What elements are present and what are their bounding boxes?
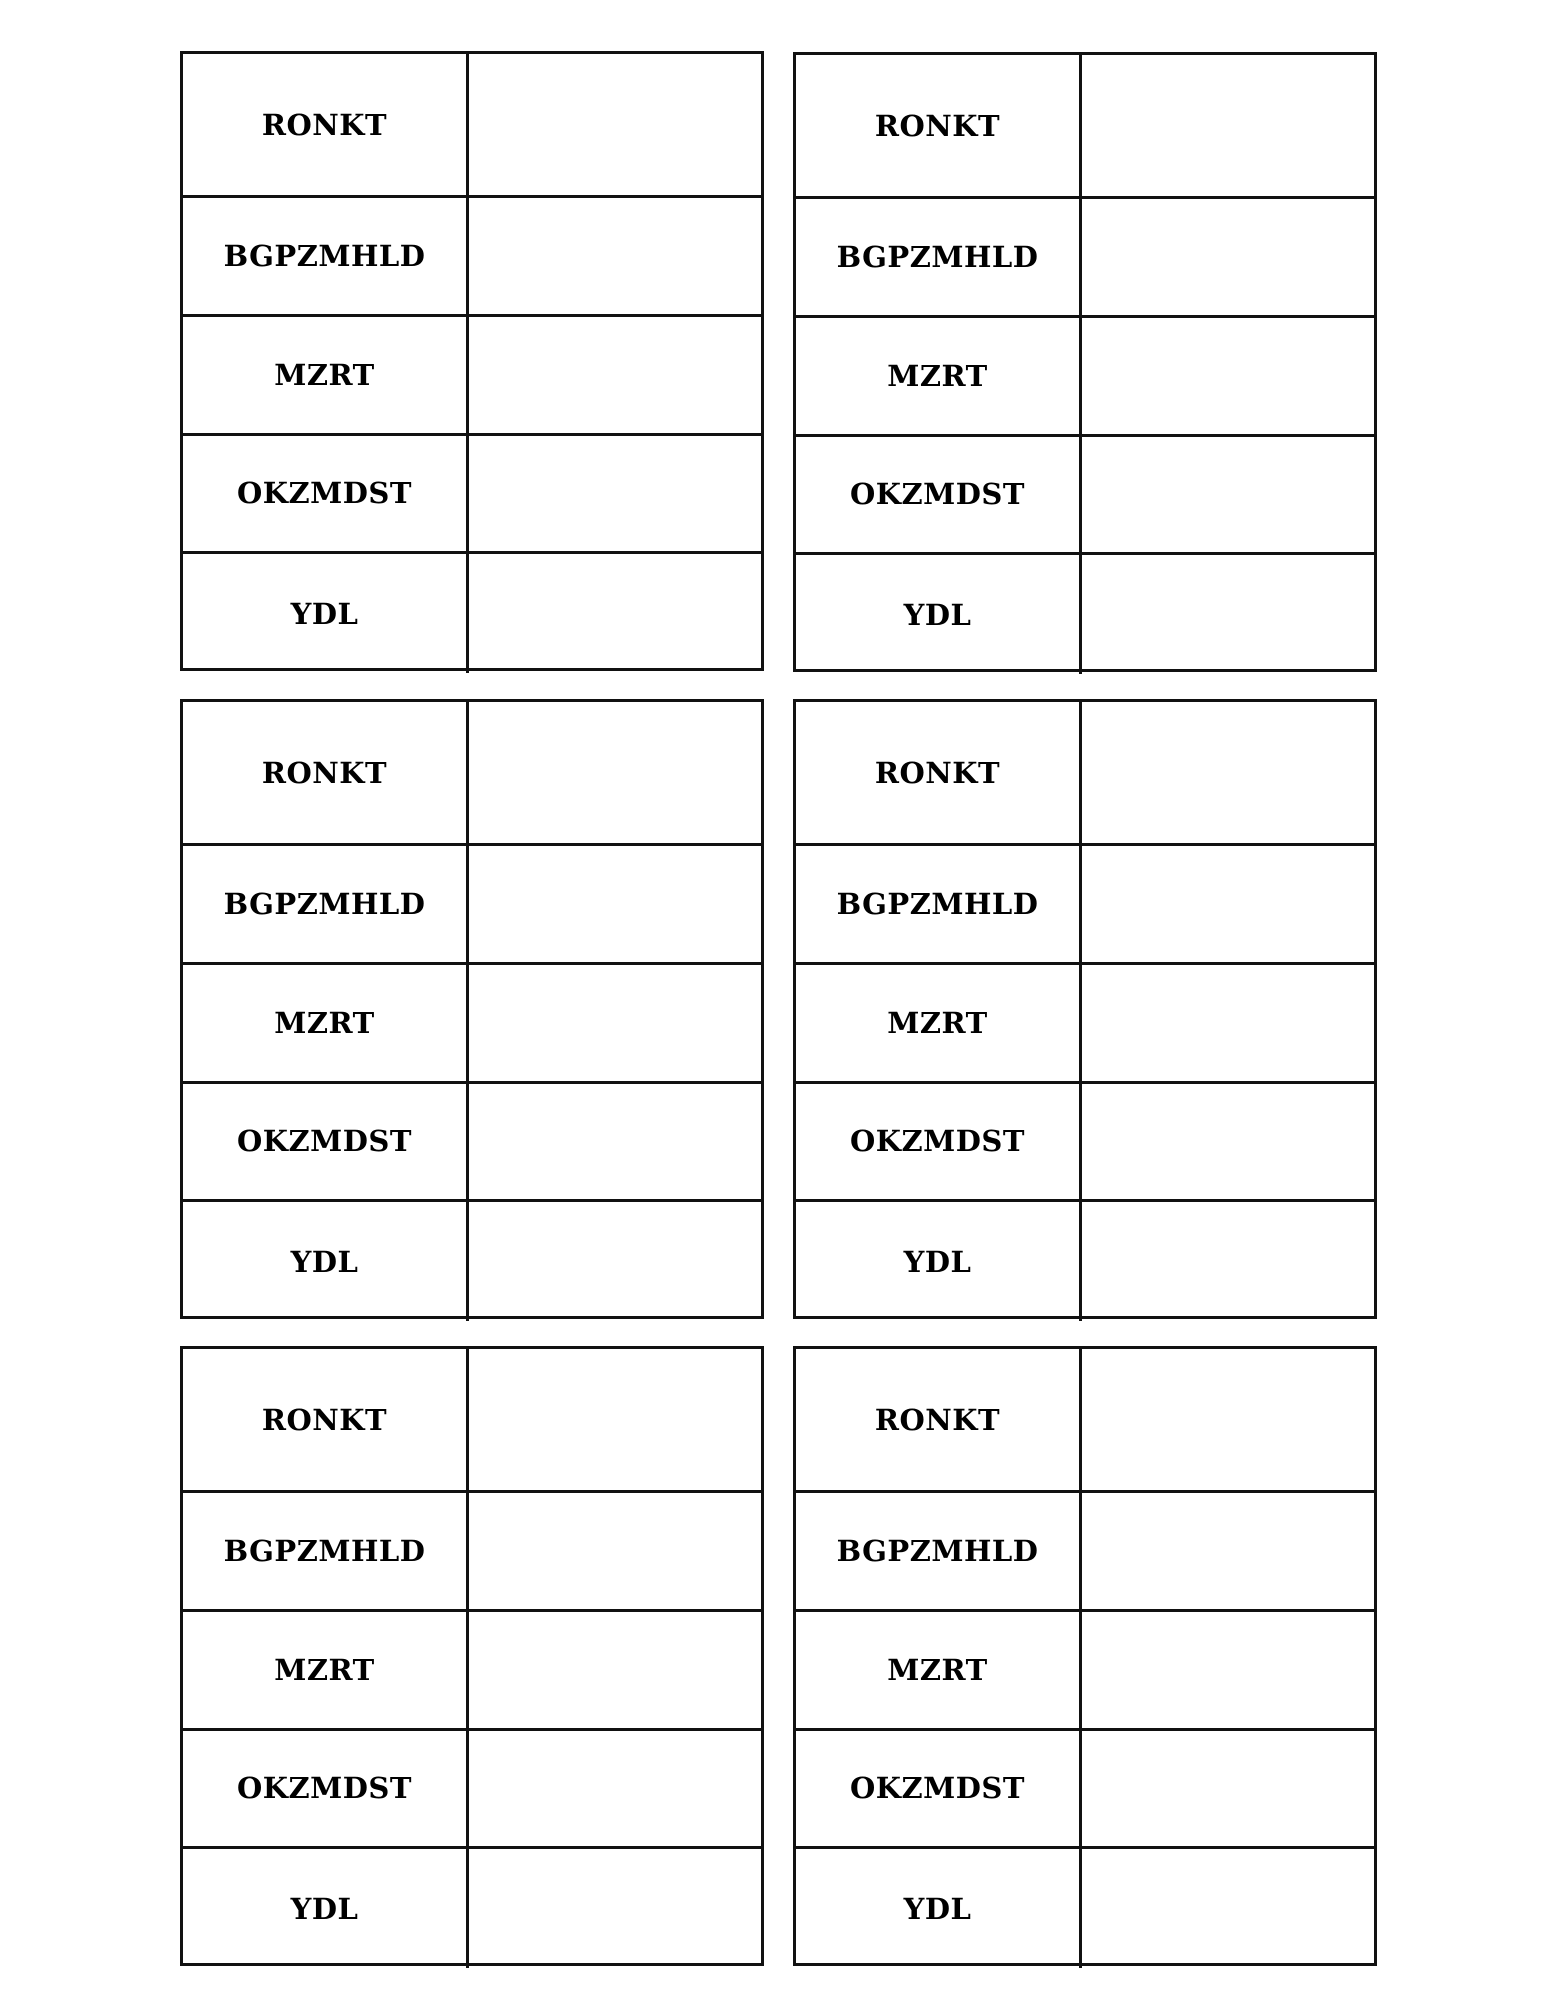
row-label: OKZMDST bbox=[796, 1731, 1082, 1847]
answer-cell[interactable] bbox=[469, 1849, 761, 1968]
card-row bbox=[183, 1731, 761, 1850]
card-row bbox=[183, 1849, 761, 1968]
answer-cell[interactable] bbox=[1082, 318, 1374, 434]
row-label: YDL bbox=[183, 1849, 469, 1968]
answer-cell[interactable] bbox=[1082, 1202, 1374, 1321]
row-label: MZRT bbox=[183, 1612, 469, 1728]
word-card-5 bbox=[180, 1346, 764, 1966]
answer-cell[interactable] bbox=[469, 317, 761, 433]
card-row bbox=[796, 1849, 1374, 1968]
word-card-3 bbox=[180, 699, 764, 1319]
card-row bbox=[796, 318, 1374, 437]
card-row bbox=[796, 965, 1374, 1084]
row-label: OKZMDST bbox=[796, 437, 1082, 553]
row-label: RONKT bbox=[796, 702, 1082, 843]
card-row bbox=[796, 437, 1374, 556]
card-row bbox=[183, 702, 761, 846]
answer-cell[interactable] bbox=[1082, 1084, 1374, 1200]
card-row bbox=[796, 1084, 1374, 1203]
answer-cell[interactable] bbox=[469, 1612, 761, 1728]
answer-cell[interactable] bbox=[1082, 965, 1374, 1081]
answer-cell[interactable] bbox=[1082, 555, 1374, 674]
row-label: BGPZMHLD bbox=[796, 1493, 1082, 1609]
row-label: BGPZMHLD bbox=[796, 199, 1082, 315]
answer-cell[interactable] bbox=[469, 1731, 761, 1847]
answer-cell[interactable] bbox=[469, 1493, 761, 1609]
card-row bbox=[183, 198, 761, 317]
answer-cell[interactable] bbox=[1082, 702, 1374, 843]
answer-cell[interactable] bbox=[469, 1349, 761, 1490]
answer-cell[interactable] bbox=[1082, 1849, 1374, 1968]
row-label: OKZMDST bbox=[183, 436, 469, 552]
row-label: RONKT bbox=[796, 1349, 1082, 1490]
card-row bbox=[183, 317, 761, 436]
card-row bbox=[796, 1202, 1374, 1321]
card-row bbox=[796, 846, 1374, 965]
answer-cell[interactable] bbox=[469, 965, 761, 1081]
row-label: OKZMDST bbox=[796, 1084, 1082, 1200]
card-row bbox=[183, 436, 761, 555]
row-label: MZRT bbox=[796, 318, 1082, 434]
answer-cell[interactable] bbox=[469, 702, 761, 843]
answer-cell[interactable] bbox=[1082, 55, 1374, 196]
row-label: MZRT bbox=[796, 1612, 1082, 1728]
card-row bbox=[796, 702, 1374, 846]
card-row bbox=[183, 1349, 761, 1493]
card-row bbox=[183, 1084, 761, 1203]
row-label: BGPZMHLD bbox=[183, 846, 469, 962]
word-card-2 bbox=[793, 52, 1377, 672]
row-label: MZRT bbox=[183, 317, 469, 433]
row-label: BGPZMHLD bbox=[183, 198, 469, 314]
card-row bbox=[183, 54, 761, 198]
card-row bbox=[183, 846, 761, 965]
answer-cell[interactable] bbox=[469, 436, 761, 552]
card-row bbox=[183, 965, 761, 1084]
card-row bbox=[796, 1349, 1374, 1493]
row-label: MZRT bbox=[183, 965, 469, 1081]
answer-cell[interactable] bbox=[1082, 1612, 1374, 1728]
answer-cell[interactable] bbox=[469, 554, 761, 673]
card-row bbox=[796, 55, 1374, 199]
answer-cell[interactable] bbox=[469, 846, 761, 962]
card-row bbox=[796, 1612, 1374, 1731]
answer-cell[interactable] bbox=[1082, 846, 1374, 962]
row-label: MZRT bbox=[796, 965, 1082, 1081]
word-card-1 bbox=[180, 51, 764, 671]
answer-cell[interactable] bbox=[1082, 1731, 1374, 1847]
card-row bbox=[183, 1612, 761, 1731]
row-label: BGPZMHLD bbox=[183, 1493, 469, 1609]
row-label: RONKT bbox=[183, 702, 469, 843]
card-row bbox=[796, 199, 1374, 318]
card-row bbox=[183, 1202, 761, 1321]
row-label: OKZMDST bbox=[183, 1731, 469, 1847]
answer-cell[interactable] bbox=[469, 198, 761, 314]
row-label: RONKT bbox=[796, 55, 1082, 196]
row-label: YDL bbox=[796, 555, 1082, 674]
card-row bbox=[183, 554, 761, 673]
answer-cell[interactable] bbox=[1082, 437, 1374, 553]
answer-cell[interactable] bbox=[1082, 1493, 1374, 1609]
row-label: YDL bbox=[183, 1202, 469, 1321]
answer-cell[interactable] bbox=[469, 1202, 761, 1321]
answer-cell[interactable] bbox=[1082, 199, 1374, 315]
row-label: YDL bbox=[796, 1202, 1082, 1321]
row-label: BGPZMHLD bbox=[796, 846, 1082, 962]
answer-cell[interactable] bbox=[469, 1084, 761, 1200]
word-card-6 bbox=[793, 1346, 1377, 1966]
card-row bbox=[796, 1493, 1374, 1612]
row-label: YDL bbox=[796, 1849, 1082, 1968]
row-label: RONKT bbox=[183, 54, 469, 195]
answer-cell[interactable] bbox=[469, 54, 761, 195]
row-label: RONKT bbox=[183, 1349, 469, 1490]
card-row bbox=[183, 1493, 761, 1612]
answer-cell[interactable] bbox=[1082, 1349, 1374, 1490]
card-row bbox=[796, 1731, 1374, 1850]
row-label: OKZMDST bbox=[183, 1084, 469, 1200]
card-row bbox=[796, 555, 1374, 674]
row-label: YDL bbox=[183, 554, 469, 673]
word-card-4 bbox=[793, 699, 1377, 1319]
